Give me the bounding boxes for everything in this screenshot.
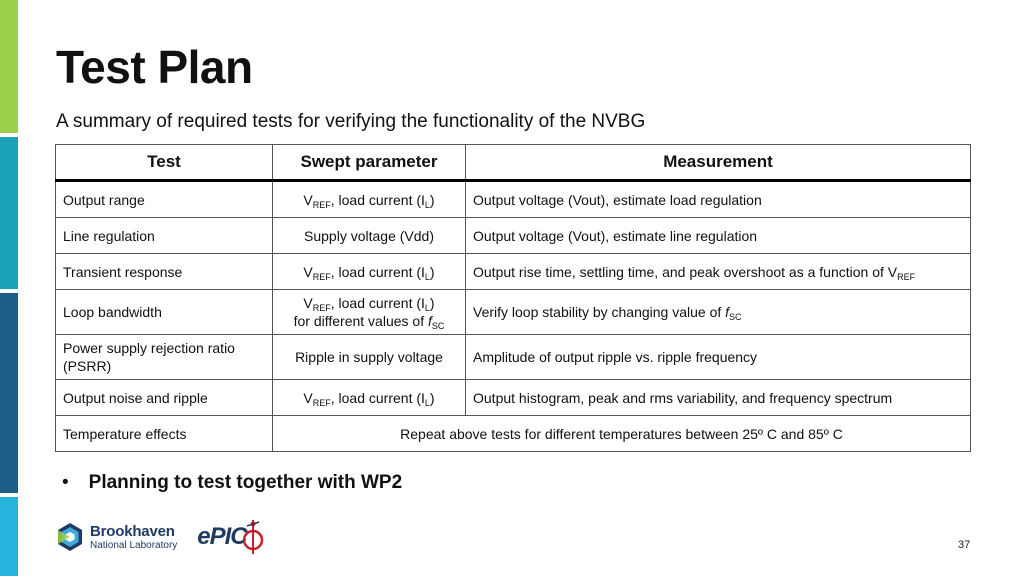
sidebar-segment-cyan	[0, 497, 18, 576]
cell-measurement: Output histogram, peak and rms variability, and frequency spectrum	[466, 380, 971, 416]
cell-measurement: Amplitude of output ripple vs. ripple frequency	[466, 335, 971, 380]
brookhaven-subtitle: National Laboratory	[90, 539, 178, 551]
table-row	[56, 416, 971, 452]
brookhaven-name: Brookhaven	[90, 522, 175, 540]
cell-test: Output range	[56, 181, 273, 218]
table-row	[56, 290, 971, 335]
cell-merged-note: Repeat above tests for different temperatures between 25º C and 85º C	[273, 416, 971, 452]
cell-test: Line regulation	[56, 218, 273, 254]
cell-test: Power supply rejection ratio (PSRR)	[56, 335, 273, 380]
test-plan-table	[55, 144, 971, 452]
cell-swept: Ripple in supply voltage	[273, 335, 466, 380]
cell-swept: $V_{REF}$, load current $(I_L)$	[273, 181, 466, 218]
table-header-row	[56, 145, 971, 181]
footer-logos	[55, 518, 267, 556]
bullet-text: Planning to test together with WP2	[88, 472, 403, 493]
table-row	[56, 181, 971, 218]
sidebar-decoration	[0, 0, 18, 576]
header-measurement: Measurement	[466, 145, 971, 181]
cell-swept: $V_{REF}$, load current $(I_L)$	[273, 254, 466, 290]
bullet-item	[62, 472, 402, 494]
cell-measurement: Verify loop stability by changing value of $f_{SC}$	[466, 290, 971, 335]
page-number: 37	[958, 539, 971, 551]
cell-test: Loop bandwidth	[56, 290, 273, 335]
cell-measurement: Output voltage (Vout), estimate line regulation	[466, 218, 971, 254]
sidebar-segment-teal	[0, 137, 18, 289]
header-swept-parameter: Swept parameter	[273, 145, 466, 181]
cell-measurement: Output rise time, settling time, and peak overshoot as a function of $V_{REF}$	[466, 254, 971, 290]
bullet-dot-icon: •	[62, 472, 69, 493]
cell-swept: Supply voltage (Vdd)	[273, 218, 466, 254]
epic-wordmark: ePIC	[197, 523, 247, 550]
table-row	[56, 254, 971, 290]
hexagon-logo-icon	[55, 522, 85, 552]
table-row	[56, 218, 971, 254]
sidebar-segment-navy	[0, 293, 18, 493]
cell-swept: $V_{REF}$, load current $(I_L)$ for different values of $f_{SC}$	[273, 290, 466, 335]
cell-test: Transient response	[56, 254, 273, 290]
epic-logo	[197, 518, 266, 556]
table-row	[56, 380, 971, 416]
brookhaven-logo	[55, 522, 177, 552]
cell-measurement: Output voltage (Vout), estimate load regulation	[466, 181, 971, 218]
epic-detector-icon	[243, 518, 267, 556]
sidebar-segment-green	[0, 0, 18, 133]
cell-test: Output noise and ripple	[56, 380, 273, 416]
page-subtitle: A summary of required tests for verifying the functionality of the NVBG	[56, 111, 646, 132]
header-test: Test	[56, 145, 273, 181]
page-title: Test Plan	[56, 41, 253, 93]
cell-test: Temperature effects	[56, 416, 273, 452]
cell-swept: $V_{REF}$, load current $(I_L)$	[273, 380, 466, 416]
table-row	[56, 335, 971, 380]
